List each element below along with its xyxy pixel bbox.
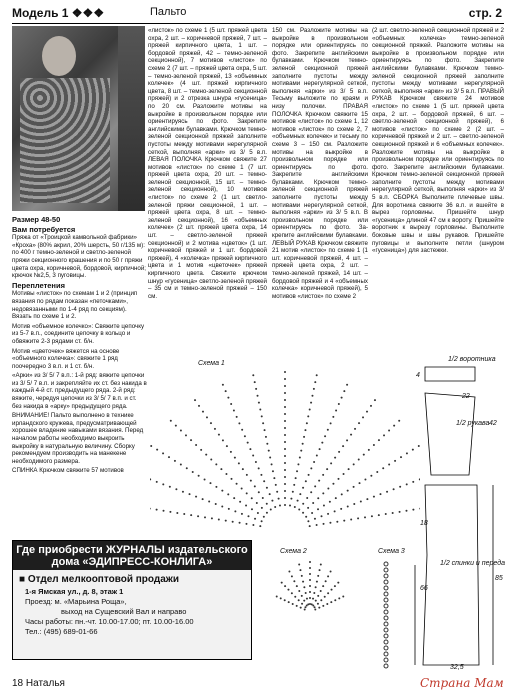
- attention-text: ВНИМАНИЕ! Пальто выполнено в технике ирландского кружева, предусматривающей хорошее владение навыками вязания. Перед началом работы необходимо выкроить выкройку в натуральную величину. Сборку рекомендуем производить на манекене необходимого размера.: [12, 412, 144, 465]
- arches-text: «Арки» из 3/ 5/ 7 в.п.: 1-й ряд: вяжите цепочки из 3/ 5/ 7 в.п. и закрепляйте их ст. без накида в каждый 4-й ст. предыдущего ряда. 2-й ряд: вяжите, чередуя цепочки из 3/ 5/ 7 в.п. и ст. без накида в «арку» предыдущего ряда.: [12, 372, 147, 410]
- model-photo-side: [118, 26, 145, 211]
- scheme-2-diagram: [270, 550, 350, 675]
- distribution-ad: [12, 540, 252, 660]
- dim-22: 22: [462, 393, 470, 400]
- back-front-label: 1/2 спинки и переда: [440, 560, 505, 567]
- page-footer: 18 Наталья: [12, 678, 65, 689]
- sleeve-label: 1/2 рукава: [456, 420, 490, 427]
- ad-dept: ■ Отдел мелкооптовой продажи: [19, 574, 180, 585]
- stitches-text: Мотивы «листок» по схемам 1 и 2 (принцип вязания по рядам показан «петочками», недовязанными по 1-4 ряд по секциям). Вязать по схеме 1 и 2.: [12, 290, 138, 321]
- scheme-2-label: Схема 2: [280, 548, 307, 555]
- dim-66: 66: [420, 585, 428, 592]
- dim-42: 42: [489, 420, 497, 427]
- ad-travel-2: выход на Сущевский Вал и направо: [61, 607, 187, 616]
- dim-85: 85: [495, 575, 503, 582]
- stitches-heading: Переплетения: [12, 280, 65, 290]
- ad-hours: Часы работы: пн.-чт. 10.00-17.00; пт. 10.00-16.00: [25, 617, 194, 626]
- page-header: [12, 5, 504, 24]
- ad-title: Где приобрести ЖУРНАЛЫ издательского дома «ЭДИПРЕСС-КОНЛИГА»: [13, 541, 251, 570]
- scheme-3-diagram: [378, 560, 400, 670]
- dim-4: 4: [416, 372, 420, 379]
- scheme-3-label: Схема 3: [378, 548, 405, 555]
- size-heading: Размер 48-50: [12, 215, 61, 224]
- materials-heading: Вам потребуется: [12, 224, 76, 234]
- scheme-1-diagram: [150, 360, 420, 540]
- ad-address: 1-я Ямская ул., д. 8, этаж 1: [25, 587, 124, 596]
- back-text: СПИНКА Крючком свяжите 57 мотивов: [12, 467, 124, 475]
- scheme-1-label: Схема 1: [198, 360, 225, 367]
- ring-motif-text: Мотив «объемное колечко»: Свяжите цепочку из 5-7 в.п., соедините цепочку в кольцо и обвяжите 2-3 рядами ст. б/н.: [12, 322, 145, 345]
- model-number: Модель 1 ❖❖❖: [12, 6, 105, 20]
- text-column-2: «листок» по схеме 1 (5 шт. пряжей цвета охра, 2 шт. – коричневой пряжей, 7 шт. – пряжей кирпичного цвета, 1 шт. – бордовой пряжей, 42 – темно-зеленой секционной), 7 мотивов «листок» по схеме 2 (7 шт. – пряжей цвета охра, 5 шт. – темно-зеленой пряжей, 13 «объемных колечек» (4 шт. пряжей кирпичного цвета, 8 шт. – темно-зеленой секционной пряжей) и 2 отрезка шнура «гусеница» по 20 см. Разложите мотивы на выкройке в произвольном порядке или ориентируясь по фото. Закрепите английскими булавками. Крючком темно-зеленой секционной пряжей заполните пустоты между мотивами нерегулярной сеткой, выполняя «арки» из 3/ 5 в.п. ЛЕВАЯ ПОЛОЧКА Крючком свяжите 27 мотивов «листок» по схеме 1 (7 шт. пряжей цвета охра, 20 шт. – темно-зеленой секционной, 15 шт. – темно-зеленой секционной), 10 мотивов «листок» по схеме 2 (1 шт. светло-зеленой пряжи секционной, 1 шт. – пряжей цвета охра, 8 шт. – темно-зеленой секционной), 16 «объемных колечек» (2 шт. пряжей цвета охра, 14 шт. – светло-зеленой пряжей секционной) и 2 мотива «цветок» (1 шт. коричневой пряжей и 1 шт. бордовой пряжей), 4 «колечка» пряжей кирпичного цвета и 1 мотив «цветочек» пряжей кирпичного цвета. Свяжите крючком шнур «гусеница» светло-зеленой пряжей – 35 см и темно-зеленой пряжей – 150 см.: [148, 27, 267, 300]
- site-logo: Страна Мам: [420, 676, 504, 690]
- flower-motif-text: Мотив «цветочек» вяжется на основе «объемного колечка»: свяжите 1 ряд поочередно 3 в.п. и 1 ст. б/н.: [12, 347, 120, 370]
- collar-label: 1/2 воротника: [448, 356, 496, 363]
- ad-phone: Тел.: (495) 689-01-66: [25, 627, 98, 636]
- text-column-4: (2 шт. светло-зеленой секционной пряжей и 2 «объемных колечка» темно-зеленой секционной пряжей. Разложите мотивы на выкройке в произвольном порядке или ориентируясь по фото. Закрепите английскими булавками. Крючком темно-зеленой секционной пряжей заполните пустоты между мотивами нерегулярной сеткой, выполняя «арки» из 3/ 5 в.п. ПРАВЫЙ РУКАВ Крючком свяжите 24 мотивов «листок» по схеме 1 (5 шт. пряжей цвета охра, 2 шт. – бордовой пряжей, 6 шт. – светло-зеленой секционной пряжей), 6 мотивов «листок» по схеме 2 (2 шт. – коричневой пряжей и 2 шт. – светло-зеленой секционной пряжей и 6 «объемных колечек». Разложите мотивы на выкройке в произвольном порядке или ориентируясь по фото. Закрепите английскими булавками. Крючком темно-зеленой секционной пряжей заполните пустоты между мотивами нерегулярной сеткой, выполняя «арки» из 3/ 5 в.п. СБОРКА Выполните плечевые швы. Для воротника свяжите 36 в.п. и вшейте в вырез горловины. Пришейте шнур «гусеница» длиной 47 см к вороту. Пришейте воротник к вырезу горловины. Выполните боковые швы и швы рукавов. Пришейте пуговицы и выполните петли (шнуром «гусеница») для застежки.: [372, 27, 504, 255]
- model-title: Пальто: [150, 6, 187, 18]
- dim-32-5: 32,5: [450, 664, 464, 671]
- page-indicator: стр. 2: [468, 6, 502, 20]
- text-column-3: 150 см. Разложите мотивы на выкройке в произвольном порядке или ориентируясь по фото. Закрепите английскими булавками. Крючком темно-зеленой секционной пряжей заполните пустоты между мотивами нерегулярной сеткой, выполняя «арки» из 3/ 5 в.п. Тесьму выложите по краям и низу полочки. ПРАВАЯ ПОЛОЧКА Крючком свяжите 15 мотивов «листок» по схеме 1, 12 мотивов «листок» по схеме 2, 7 «объемных колечек» и тесьму по схеме 3 – 150 см. Разложите мотивы на выкройке в произвольном порядке или ориентируясь по фото. Закрепите английскими булавками. Крючком темно-зеленой секционной пряжей заполните пустоты между мотивами нерегулярной сеткой, выполняя «арки» из 3/ 5 в.п. В произвольном порядке или ориентируясь по фото. Закрепите английскими булавками. ЛЕВЫЙ РУКАВ Крючком свяжите 21 мотив «листок» по схеме 1 (1 шт. коричневой пряжей, 4 шт. – пряжей цвета охра, 2 шт. – темно-зеленой пряжей, 14 шт. – бордовой пряжей и 4 «объемных колечка» коричневой пряжей), 5 мотивов «листок» по схеме 2: [272, 27, 368, 300]
- materials-text: Пряжа от «Троицкой камвольной фабрики» «Кроха» (80% акрил, 20% шерсть, 50 г/135 м): по 400 г темно-зеленой и светло-зеленой пряжи секционного крашения и по 50 г пряжи цвета охра, коричневой, бордовой, кирпичной; крючок №2,5, 3 пуговицы.: [12, 234, 147, 280]
- model-photo: [12, 26, 118, 211]
- materials-section: [12, 214, 147, 477]
- pattern-diagram: [405, 355, 505, 675]
- dim-18: 18: [420, 520, 428, 527]
- ad-travel-1: Проезд: м. «Марьина Роща»,: [25, 597, 127, 606]
